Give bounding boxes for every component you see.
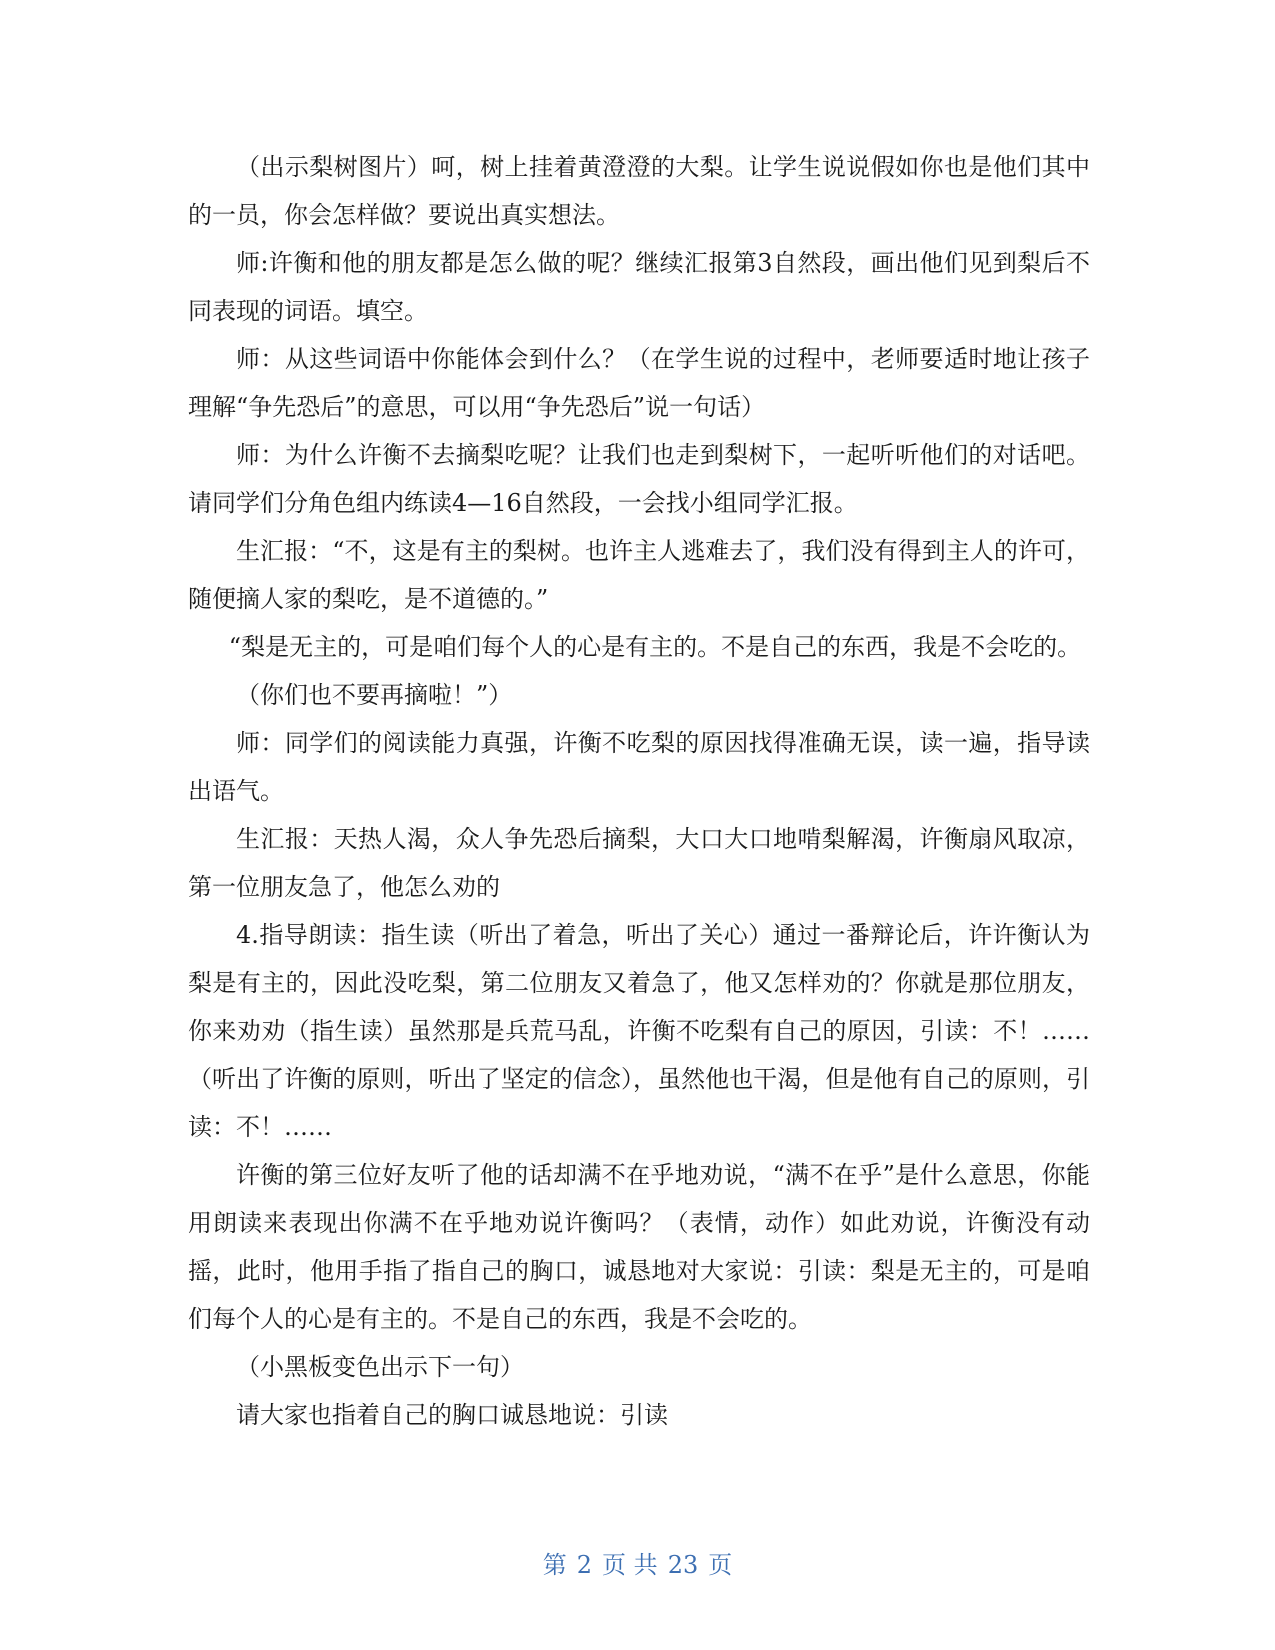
paragraph-1: （出示梨树图片）呵，树上挂着黄澄澄的大梨。让学生说说假如你也是他们其中的一员，你会怎样做？要说出真实想法。: [188, 153, 1090, 229]
paragraph-10: 4.指导朗读：指生读（听出了着急，听出了关心）通过一番辩论后，许许衡认为梨是有主的，因此没吃梨，第二位朋友又着急了，他又怎样劝的？你就是那位朋友，你来劝劝（指生读）虽然那是兵荒马乱，许衡不吃梨有自己的原因，引读：不！……（听出了许衡的原则，听出了坚定的信念），虽然他也干渴，但是他有自己的原则，引读：不！……: [188, 921, 1090, 1141]
paragraph-9: 生汇报：天热人渴，众人争先恐后摘梨，大口大口地啃梨解渴，许衡扇风取凉，第一位朋友急了，他怎么劝的: [188, 825, 1090, 901]
page-footer: [0, 1545, 1275, 1580]
footer-suffix: 页: [708, 1551, 733, 1579]
paragraph-2: 师:许衡和他的朋友都是怎么做的呢？继续汇报第3自然段，画出他们见到梨后不同表现的词语。填空。: [188, 249, 1090, 325]
footer-page-number: 2: [576, 1551, 593, 1579]
paragraph-7: （你们也不要再摘啦！”）: [236, 681, 513, 709]
paragraph-12: （小黑板变色出示下一句）: [236, 1353, 524, 1381]
footer-prefix: 第: [542, 1551, 567, 1579]
paragraph-11: 许衡的第三位好友听了他的话却满不在乎地劝说，“满不在乎”是什么意思，你能用朗读来表现出你满不在乎地劝说许衡吗？（表情，动作）如此劝说，许衡没有动摇，此时，他用手指了指自己的胸口，诚恳地对大家说：引读：梨是无主的，可是咱们每个人的心是有主的。不是自己的东西，我是不会吃的。: [188, 1161, 1090, 1333]
footer-middle: 页 共: [602, 1551, 658, 1579]
paragraph-13: 请大家也指着自己的胸口诚恳地说：引读: [236, 1401, 668, 1429]
paragraph-5: 生汇报：“不，这是有主的梨树。也许主人逃难去了，我们没有得到主人的许可，随便摘人家的梨吃，是不道德的。”: [188, 537, 1090, 613]
paragraph-3: 师：从这些词语中你能体会到什么？（在学生说的过程中，老师要适时地让孩子理解“争先恐后”的意思，可以用“争先恐后”说一句话）: [188, 345, 1090, 421]
paragraph-8: 师：同学们的阅读能力真强，许衡不吃梨的原因找得准确无误，读一遍，指导读出语气。: [188, 729, 1090, 805]
document-body: [188, 143, 1090, 1439]
footer-total-pages: 23: [667, 1551, 699, 1579]
paragraph-4: 师：为什么许衡不去摘梨吃呢？让我们也走到梨树下，一起听听他们的对话吧。请同学们分角色组内练读4—16自然段，一会找小组同学汇报。: [188, 441, 1090, 517]
paragraph-6: “梨是无主的，可是咱们每个人的心是有主的。不是自己的东西，我是不会吃的。: [228, 633, 1082, 661]
